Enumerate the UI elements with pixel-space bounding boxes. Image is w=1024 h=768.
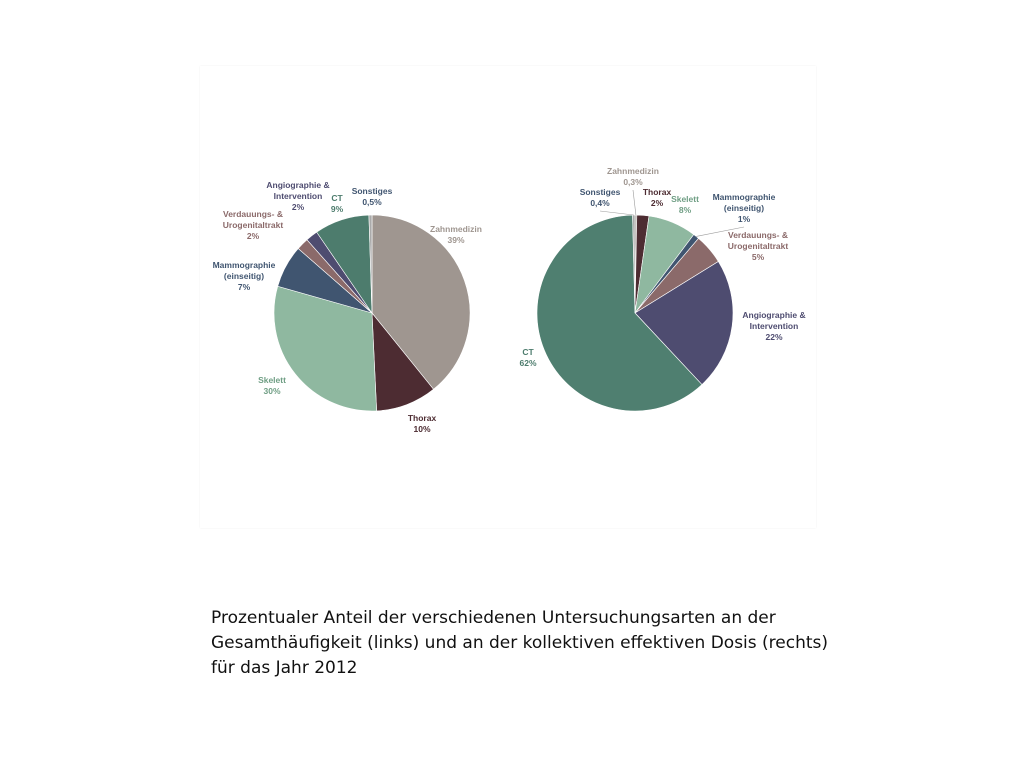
right-pie-label-sonstiges: Sonstiges 0,4% xyxy=(579,187,621,208)
right-pie-label-verdauungs-urogenitaltrakt: Verdauungs- & Urogenitaltrakt 5% xyxy=(727,230,789,262)
caption-line-2: Gesamthäufigkeit (links) und an der kollektiven effektiven Dosis (rechts) xyxy=(211,633,829,653)
pie-charts xyxy=(200,66,816,528)
left-pie-label-skelett: Skelett 30% xyxy=(258,375,286,396)
right-pie-label-angiographie-intervention: Angiographie & Intervention 22% xyxy=(742,310,806,342)
right-pie-label-zahnmedizin: Zahnmedizin 0,3% xyxy=(607,166,659,187)
left-pie-label-mammographie-einseitig: Mammographie (einseitig) 7% xyxy=(212,260,276,292)
left-pie-label-zahnmedizin: Zahnmedizin 39% xyxy=(430,224,482,245)
right-pie-label-mammographie-einseitig: Mammographie (einseitig) 1% xyxy=(712,192,776,224)
right-pie-leader-zahnmedizin xyxy=(633,190,636,215)
right-pie-label-ct: CT 62% xyxy=(519,347,537,368)
right-pie-label-skelett: Skelett 8% xyxy=(671,194,699,215)
right-pie-label-thorax: Thorax 2% xyxy=(642,187,672,208)
caption-line-1: Prozentualer Anteil der verschiedenen Untersuchungsarten an der xyxy=(211,608,776,628)
left-pie-label-verdauungs-urogenitaltrakt: Verdauungs- & Urogenitaltrakt 2% xyxy=(222,209,284,241)
left-pie-label-sonstiges: Sonstiges 0,5% xyxy=(351,186,393,207)
left-pie-label-ct: CT 9% xyxy=(330,193,344,214)
left-pie-label-angiographie-intervention: Angiographie & Intervention 2% xyxy=(266,180,330,212)
caption-line-3: für das Jahr 2012 xyxy=(211,658,358,678)
chart-panel xyxy=(200,66,816,528)
caption xyxy=(211,606,831,681)
left-pie-label-thorax: Thorax 10% xyxy=(407,413,437,434)
right-pie-leader-sonstiges xyxy=(600,211,634,215)
